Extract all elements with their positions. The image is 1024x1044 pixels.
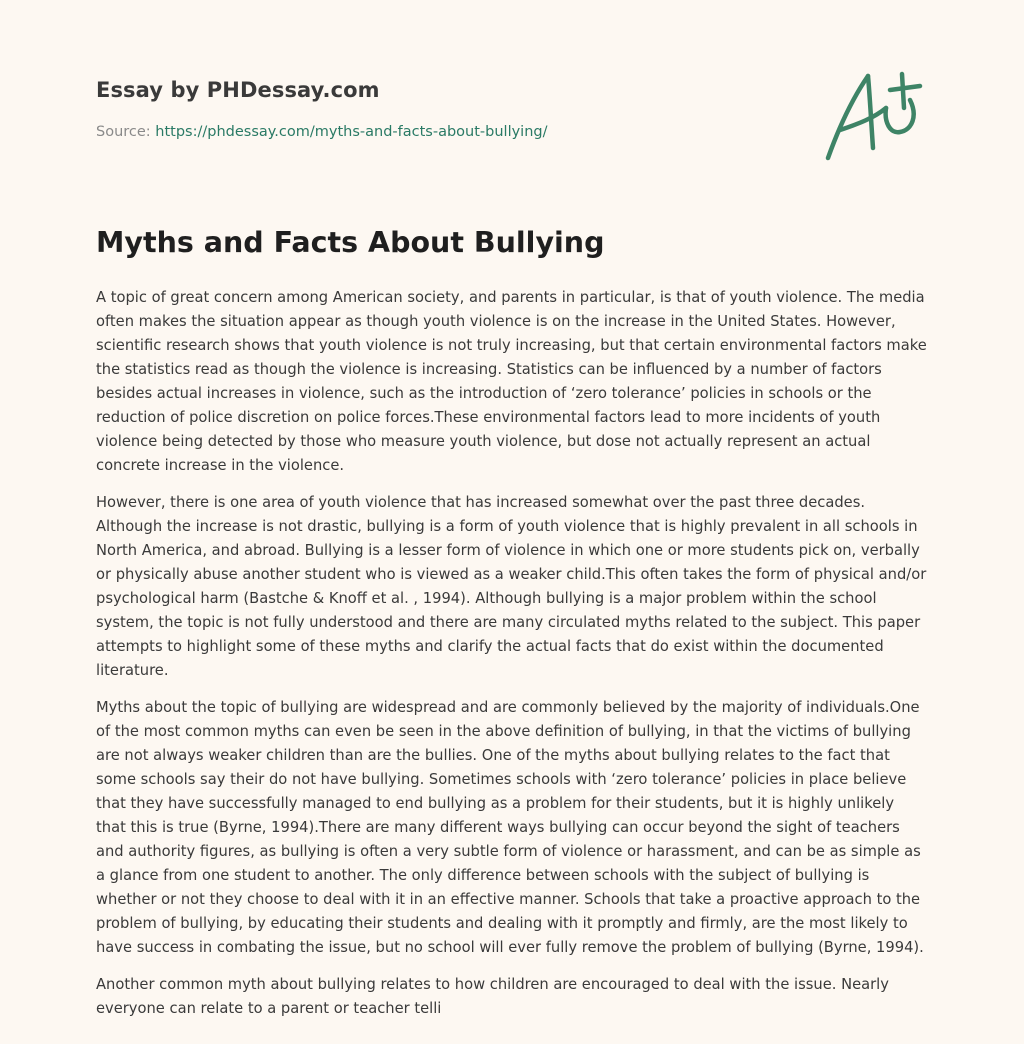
essay-title: Myths and Facts About Bullying [96, 226, 605, 259]
essay-paragraph: A topic of great concern among American society, and parents in particular, is that of youth violence. The media often makes the situation appear as though youth violence is on the increase in the United States. However, scientific research shows that youth violence is not truly increasing, but that certain environmental factors make the statistics read as though the violence is increasing. Statistics can be influenced by a number of factors besides actual increases in violence, such as the introduction of ‘zero tolerance’ policies in schools or the reduction of police discretion on police forces.These environmental factors lead to more incidents of youth violence being detected by those who measure youth violence, but dose not actually represent an actual concrete increase in the violence. [96, 289, 927, 474]
a-plus-icon [824, 64, 928, 168]
essay-body [96, 286, 928, 1034]
site-title: Essay by PHDessay.com [96, 78, 380, 102]
essay-paragraph: Another common myth about bullying relates to how children are encouraged to deal with the issue. Nearly everyone can relate to a parent or teacher telli [96, 976, 889, 1017]
essay-paragraph: Myths about the topic of bullying are widespread and are commonly believed by the majority of individuals.One of the most common myths can even be seen in the above definition of bullying, in that the victims of bullying are not always weaker children than are the bullies. One of the myths about bullying relates to the fact that some schools say their do not have bullying. Sometimes schools with ‘zero tolerance’ policies in place believe that they have successfully managed to end bullying as a problem for their students, but it is highly unlikely that this is true (Byrne, 1994).There are many different ways bullying can occur beyond the sight of teachers and authority figures, as bullying is often a very subtle form of violence or harassment, and can be as simple as a glance from one student to another. The only difference between schools with the subject of bullying is whether or not they choose to deal with it in an effective manner. Schools that take a proactive approach to the problem of bullying, by educating their students and dealing with it promptly and firmly, are the most likely to have success in combating the issue, but no school will ever fully remove the problem of bullying (Byrne, 1994). [96, 699, 924, 956]
source-link[interactable]: https://phdessay.com/myths-and-facts-about-bullying/ [155, 124, 548, 140]
source-label: Source: [96, 124, 151, 140]
source-line [96, 124, 547, 140]
essay-paragraph: However, there is one area of youth violence that has increased somewhat over the past three decades. Although the increase is not drastic, bullying is a form of youth violence that is highly prevalent in all schools in North America, and abroad. Bullying is a lesser form of violence in which one or more students pick on, verbally or physically abuse another student who is viewed as a weaker child.This often takes the form of physical and/or psychological harm (Bastche & Knoff et al. , 1994). Although bullying is a major problem within the school system, the topic is not fully understood and there are many circulated myths related to the subject. This paper attempts to highlight some of these myths and clarify the actual facts that do exist within the documented literature. [96, 494, 927, 679]
essay-page [96, 0, 928, 1044]
